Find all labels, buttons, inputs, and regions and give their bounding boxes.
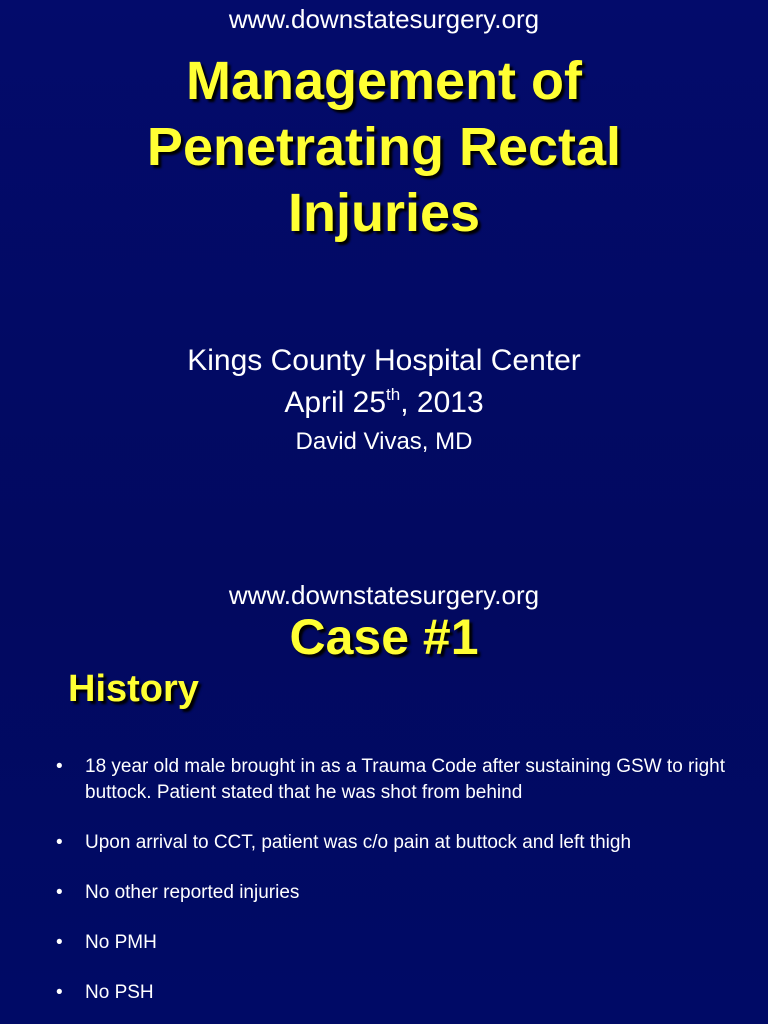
history-heading: History — [68, 668, 199, 710]
presentation-title — [0, 48, 768, 246]
title-line-1: Management of — [185, 51, 583, 111]
date-suffix: , 2013 — [400, 386, 484, 419]
presentation-date — [0, 386, 768, 420]
bullet-dot-icon: • — [56, 882, 63, 903]
bullet-text: No other reported injuries — [85, 882, 300, 903]
bullet-dot-icon: • — [56, 982, 63, 1003]
title-line-3: Injuries — [287, 183, 481, 243]
case-slide — [0, 576, 768, 1024]
bullet-item — [56, 930, 736, 956]
bullet-text: No PSH — [85, 982, 154, 1003]
bullet-dot-icon: • — [56, 932, 63, 953]
bullet-item — [56, 980, 736, 1006]
author-name: David Vivas, MD — [295, 428, 473, 455]
site-url-2: www.downstatesurgery.org — [228, 580, 540, 610]
case-title: Case #1 — [289, 609, 479, 665]
title-line-2: Penetrating Rectal — [146, 117, 622, 177]
organization-name: Kings County Hospital Center — [187, 344, 581, 377]
bullet-item — [56, 880, 736, 906]
bullet-dot-icon: • — [56, 756, 63, 777]
bullet-text: Upon arrival to CCT, patient was c/o pain at buttock and left thigh — [85, 832, 632, 853]
date-prefix: April 25 — [284, 386, 387, 419]
bullet-item — [56, 830, 736, 856]
history-bullet-list — [56, 754, 736, 1024]
bullet-dot-icon: • — [56, 832, 63, 853]
date-ordinal: th — [386, 385, 401, 404]
bullet-text: No PMH — [85, 932, 157, 953]
bullet-text: 18 year old male brought in as a Trauma Code after sustaining GSW to right buttock. Patient stated that he was shot from behind — [85, 756, 725, 803]
bullet-item — [56, 754, 736, 806]
site-url: www.downstatesurgery.org — [228, 4, 540, 34]
